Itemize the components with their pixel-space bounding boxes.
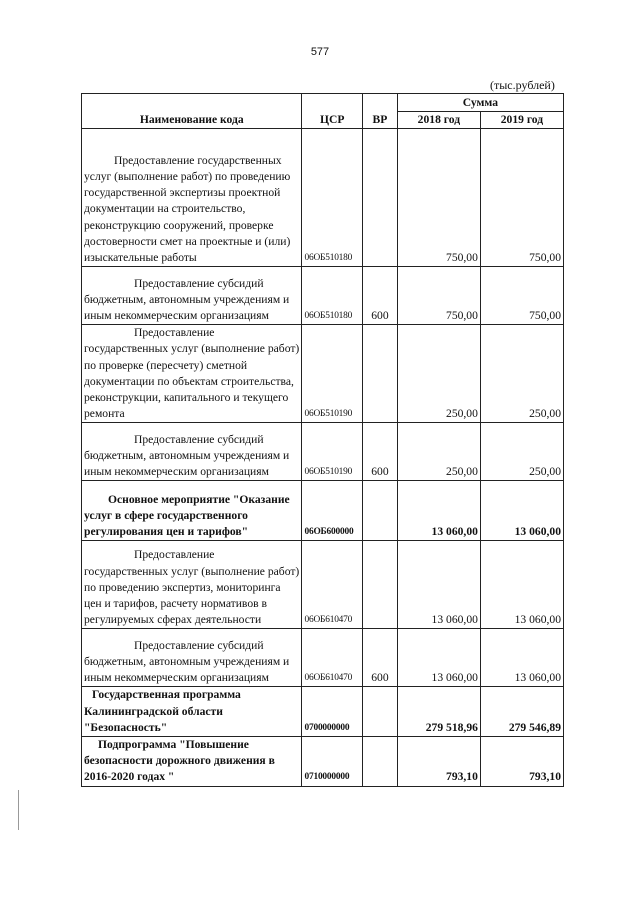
- table-row: [82, 423, 564, 481]
- row-2019: 279 546,89: [480, 687, 563, 737]
- row-2018: 279 518,96: [397, 687, 480, 737]
- row-csr: 06ОБ510180: [302, 267, 363, 325]
- header-csr: ЦСР: [302, 94, 363, 129]
- row-vr: [362, 541, 397, 629]
- units-label: (тыс.рублей): [490, 78, 555, 92]
- header-vr: ВР: [362, 94, 397, 129]
- table-row: [82, 541, 564, 629]
- row-vr: [362, 481, 397, 541]
- row-2019: 750,00: [480, 129, 563, 267]
- row-2018: 13 060,00: [397, 481, 480, 541]
- table-row: [82, 129, 564, 267]
- row-vr: [362, 129, 397, 267]
- row-vr: 600: [362, 267, 397, 325]
- scan-margin-mark: [18, 790, 19, 830]
- header-name: Наименование кода: [82, 94, 302, 129]
- row-name: Предоставление субсидий бюджетным, автономным учреждениям и иным некоммерческим организациям: [82, 267, 302, 325]
- row-2019: 750,00: [480, 267, 563, 325]
- row-csr: 06ОБ600000: [302, 481, 363, 541]
- row-2019: 13 060,00: [480, 629, 563, 687]
- row-name: Государственная программа Калининградской области "Безопасность": [82, 687, 302, 737]
- row-name: Предоставление государственных услуг (выполнение работ) по проведению государственной экспертизы проектной документации на строительство, реконструкцию сооружений, проверке достоверности смет на проектные и (или) изыскательные работы: [82, 129, 302, 267]
- row-csr: 06ОБ610470: [302, 629, 363, 687]
- row-name: Подпрограмма "Повышение безопасности дорожного движения в 2016-2020 годах ": [82, 737, 302, 787]
- budget-table: [81, 93, 564, 787]
- row-name: Основное мероприятие "Оказание услуг в сфере государственного регулирования цен и тарифов": [82, 481, 302, 541]
- row-2019: 250,00: [480, 423, 563, 481]
- header-sum: Сумма: [397, 94, 563, 112]
- row-2018: 750,00: [397, 267, 480, 325]
- row-2018: 250,00: [397, 423, 480, 481]
- row-2019: 250,00: [480, 325, 563, 423]
- row-2018: 13 060,00: [397, 629, 480, 687]
- row-csr: 06ОБ610470: [302, 541, 363, 629]
- row-vr: [362, 687, 397, 737]
- table-row: [82, 629, 564, 687]
- table-row: [82, 267, 564, 325]
- table-row: [82, 687, 564, 737]
- row-name: Предоставление субсидий бюджетным, автономным учреждениям и иным некоммерческим организациям: [82, 629, 302, 687]
- table-row: [82, 737, 564, 787]
- row-2018: 250,00: [397, 325, 480, 423]
- row-vr: 600: [362, 423, 397, 481]
- row-2018: 13 060,00: [397, 541, 480, 629]
- row-csr: 0710000000: [302, 737, 363, 787]
- row-vr: [362, 325, 397, 423]
- row-2019: 13 060,00: [480, 541, 563, 629]
- row-vr: 600: [362, 629, 397, 687]
- table-row: [82, 481, 564, 541]
- header-year-2018: 2018 год: [397, 112, 480, 129]
- header-year-2019: 2019 год: [480, 112, 563, 129]
- row-name: Предоставление субсидий бюджетным, автономным учреждениям и иным некоммерческим организациям: [82, 423, 302, 481]
- row-2018: 750,00: [397, 129, 480, 267]
- row-csr: 06ОБ510180: [302, 129, 363, 267]
- row-vr: [362, 737, 397, 787]
- row-name: Предоставление государственных услуг (выполнение работ) по проверке (пересчету) сметной документации по объектам строительства, реконструкции, капитального и текущего ремонта: [82, 325, 302, 423]
- row-csr: 0700000000: [302, 687, 363, 737]
- row-csr: 06ОБ510190: [302, 423, 363, 481]
- row-2019: 13 060,00: [480, 481, 563, 541]
- page-number: 577: [310, 46, 330, 58]
- table-row: [82, 325, 564, 423]
- row-csr: 06ОБ510190: [302, 325, 363, 423]
- row-name: Предоставление государственных услуг (выполнение работ) по проведению экспертиз, мониторинга цен и тарифов, расчету нормативов в регулируемых сферах деятельности: [82, 541, 302, 629]
- row-2019: 793,10: [480, 737, 563, 787]
- row-2018: 793,10: [397, 737, 480, 787]
